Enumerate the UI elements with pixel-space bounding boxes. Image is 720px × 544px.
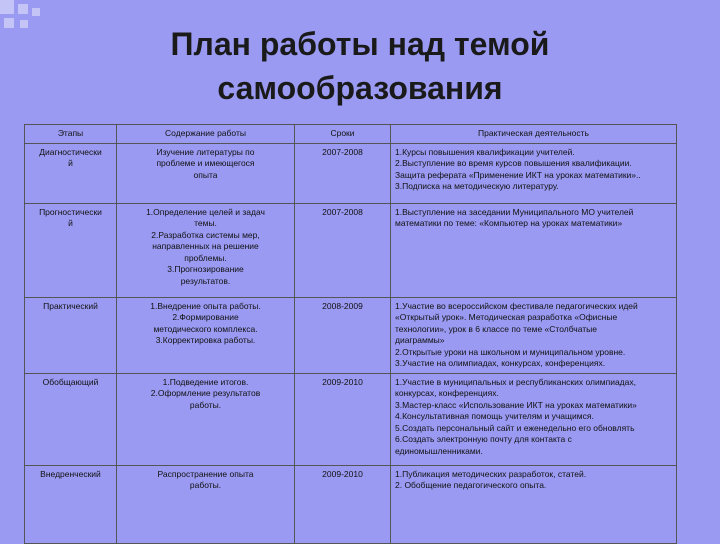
cell-content bbox=[117, 373, 295, 465]
cell-line: 1.Участие в муниципальных и республиканских олимпиадах, bbox=[395, 376, 636, 387]
cell-line: «Открытый урок». Методическая разработка «Офисные bbox=[395, 312, 618, 322]
table-row bbox=[25, 143, 677, 203]
cell-line: 1.Выступление на заседании Муниципального МО учителей bbox=[395, 206, 634, 217]
cell-line: 1.Определение целей и задач bbox=[146, 206, 265, 217]
cell-line: направленных на решение bbox=[152, 241, 259, 251]
cell-line: 2.Выступление во время курсов повышения квалификации. bbox=[395, 158, 632, 168]
cell-line: диаграммы» bbox=[395, 335, 445, 345]
cell-line: 2.Открытые уроки на школьном и муниципальном уровне. bbox=[395, 346, 626, 357]
cell-line: 4.Консультативная помощь учителям и учащимся. bbox=[395, 411, 594, 421]
slide-title-line-2: самообразования bbox=[217, 70, 503, 106]
cell-line: Распространение опыта bbox=[157, 468, 254, 479]
cell-practice bbox=[391, 465, 677, 543]
slide-title bbox=[40, 22, 680, 110]
cell-line: 6.Создать электронную почту для контакта с bbox=[395, 434, 572, 444]
cell-stage bbox=[25, 465, 117, 543]
cell-line: 1.Подведение итогов. bbox=[162, 376, 249, 387]
cell-line: Диагностически bbox=[39, 146, 102, 157]
cell-line: конкурсах, конференциях. bbox=[395, 388, 499, 398]
cell-line: Изучение литературы по bbox=[156, 146, 255, 157]
cell-term: 2007-2008 bbox=[295, 203, 391, 297]
cell-line: проблемы. bbox=[184, 252, 227, 263]
cell-practice bbox=[391, 143, 677, 203]
cell-content bbox=[117, 297, 295, 373]
header-practice: Практическая деятельность bbox=[391, 125, 677, 144]
cell-stage bbox=[25, 373, 117, 465]
plan-table bbox=[24, 124, 677, 544]
cell-stage bbox=[25, 297, 117, 373]
cell-line: Защита реферата «Применение ИКТ на уроках математики».. bbox=[395, 169, 641, 180]
header-terms: Сроки bbox=[295, 125, 391, 144]
cell-line: 2.Формирование bbox=[172, 312, 239, 322]
cell-term: 2009-2010 bbox=[295, 373, 391, 465]
table-row bbox=[25, 297, 677, 373]
cell-content bbox=[117, 143, 295, 203]
cell-line: Обобщающий bbox=[42, 376, 99, 387]
cell-line: 3.Участие на олимпиадах, конкурсах, конференциях. bbox=[395, 358, 606, 368]
cell-content bbox=[117, 465, 295, 543]
cell-line: 1.Курсы повышения квалификации учителей. bbox=[395, 146, 575, 157]
cell-practice bbox=[391, 373, 677, 465]
cell-line: Внедренческий bbox=[40, 468, 101, 479]
cell-line: работы. bbox=[189, 399, 222, 410]
cell-content bbox=[117, 203, 295, 297]
header-stages: Этапы bbox=[25, 125, 117, 144]
cell-stage bbox=[25, 203, 117, 297]
cell-line: 3.Мастер-класс «Использование ИКТ на уроках математики» bbox=[395, 399, 637, 410]
cell-line: й bbox=[68, 158, 73, 168]
cell-practice bbox=[391, 203, 677, 297]
table-row bbox=[25, 203, 677, 297]
cell-line: 1.Публикация методических разработок, статей. bbox=[395, 468, 587, 479]
cell-term: 2007-2008 bbox=[295, 143, 391, 203]
cell-line: результатов. bbox=[180, 275, 231, 286]
slide-title-line-1: План работы над темой bbox=[170, 26, 550, 62]
cell-line: проблеме и имеющегося bbox=[156, 158, 255, 168]
table-row bbox=[25, 465, 677, 543]
cell-line: Практический bbox=[43, 300, 98, 311]
cell-line: 5.Создать персональный сайт и еженедельно его обновлять bbox=[395, 422, 635, 433]
cell-term: 2009-2010 bbox=[295, 465, 391, 543]
cell-line: Прогностически bbox=[39, 206, 102, 217]
cell-line: темы. bbox=[194, 218, 217, 228]
cell-line: опыта bbox=[193, 169, 218, 180]
table-header-row bbox=[25, 125, 677, 144]
cell-line: 1.Участие во всероссийском фестивале педагогических идей bbox=[395, 300, 638, 311]
cell-line: математики по теме: «Компьютер на уроках математики» bbox=[395, 218, 623, 228]
cell-line: работы. bbox=[189, 480, 222, 490]
cell-line: 3.Подписка на методическую литературу. bbox=[395, 181, 559, 191]
cell-practice bbox=[391, 297, 677, 373]
cell-term: 2008-2009 bbox=[295, 297, 391, 373]
cell-line: 3.Прогнозирование bbox=[167, 264, 244, 274]
cell-line: единомышленниками. bbox=[395, 445, 483, 456]
cell-line: 2.Разработка системы мер, bbox=[151, 229, 260, 240]
header-content: Содержание работы bbox=[117, 125, 295, 144]
cell-line: 1.Внедрение опыта работы. bbox=[150, 300, 261, 311]
cell-line: технологии», урок в 6 классе по теме «Столбчатые bbox=[395, 323, 597, 334]
cell-line: 2.Оформление результатов bbox=[150, 388, 261, 398]
table-row bbox=[25, 373, 677, 465]
cell-line: методического комплекса. bbox=[153, 323, 258, 334]
cell-line: 2. Обобщение педагогического опыта. bbox=[395, 480, 547, 490]
cell-line: й bbox=[68, 218, 73, 228]
cell-line: 3.Корректировка работы. bbox=[155, 335, 256, 345]
cell-stage bbox=[25, 143, 117, 203]
